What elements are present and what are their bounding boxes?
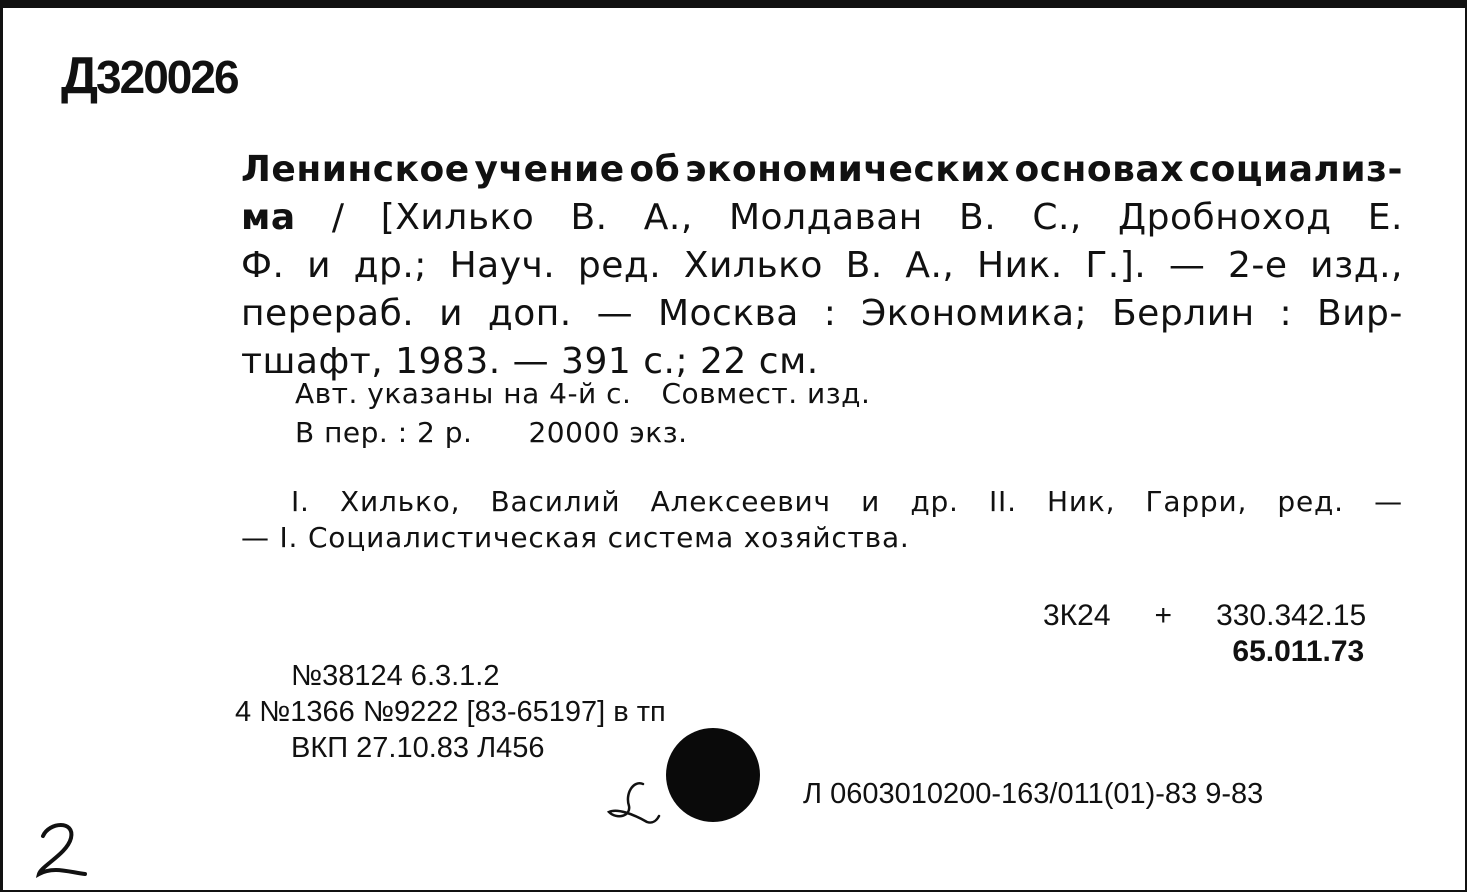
description-word: перераб. bbox=[241, 293, 415, 334]
publisher-code: Л 0603010200-163/011(01)-83 9-83 bbox=[803, 778, 1264, 810]
classification-row bbox=[1043, 598, 1366, 634]
description-word: учение bbox=[474, 149, 625, 190]
description-word: изд., bbox=[1310, 245, 1403, 286]
print-run: 20000 экз. bbox=[528, 416, 688, 449]
joint-edition-note: Совмест. изд. bbox=[661, 377, 871, 410]
description-word: Науч. bbox=[449, 245, 556, 286]
notes-line-1 bbox=[295, 374, 870, 413]
description-word: Ф. bbox=[241, 245, 285, 286]
description-word: Ник. bbox=[977, 245, 1063, 286]
tracing-word: I. bbox=[291, 485, 310, 518]
tech-line-3: ВКП 27.10.83 Л456 bbox=[291, 732, 545, 764]
tracings bbox=[241, 484, 1403, 556]
description-word: — bbox=[1168, 245, 1206, 286]
binding-price: В пер. : 2 р. bbox=[295, 416, 473, 449]
bbk-index: 65.011.73 bbox=[1232, 635, 1365, 668]
udc-index: 330.342.15 bbox=[1216, 599, 1367, 632]
description-word: Вир- bbox=[1316, 293, 1403, 334]
description-word: А., bbox=[905, 245, 955, 286]
tracing-word: Ник, bbox=[1047, 485, 1116, 518]
description-word: доп. bbox=[487, 293, 572, 334]
tracing-word: Василий bbox=[490, 485, 621, 518]
description-word: Г.]. bbox=[1085, 245, 1147, 286]
description-word: : bbox=[823, 293, 837, 334]
description-word: 2-е bbox=[1227, 245, 1288, 286]
notes bbox=[295, 374, 870, 452]
description-line-3 bbox=[241, 242, 1403, 290]
description-word: Экономика; bbox=[861, 293, 1088, 334]
tracings-line-2: — I. Социалистическая система хозяйства. bbox=[241, 521, 910, 554]
description-word: ред. bbox=[577, 245, 662, 286]
tracing-word: Хилько, bbox=[339, 485, 461, 518]
call-number-value: 320026 bbox=[96, 51, 238, 103]
tech-line-1: №38124 6.3.1.2 bbox=[291, 660, 500, 692]
tracings-line-1 bbox=[241, 484, 1403, 520]
tracing-word: II. bbox=[988, 485, 1017, 518]
authors-note: Авт. указаны на 4-й с. bbox=[295, 377, 632, 410]
description-word: и bbox=[307, 245, 331, 286]
tracing-word: др. bbox=[910, 485, 959, 518]
description-word: социализ- bbox=[1188, 149, 1403, 190]
description-word: ма bbox=[241, 197, 296, 238]
description-word: основах bbox=[1014, 149, 1184, 190]
description-word: об bbox=[629, 149, 681, 190]
description-word: Дробноход bbox=[1118, 197, 1332, 238]
description-word: [Хилько bbox=[380, 197, 535, 238]
description-text: тшафт, 1983. — 391 с.; 22 см. bbox=[241, 341, 819, 382]
description-word: Ленинское bbox=[241, 149, 470, 190]
description-word: Е. bbox=[1367, 197, 1403, 238]
description-word: др.; bbox=[353, 245, 427, 286]
classification-code: 3К24 bbox=[1043, 599, 1111, 632]
description-word: — bbox=[596, 293, 634, 334]
description-word: : bbox=[1279, 293, 1293, 334]
description-line-1 bbox=[241, 146, 1403, 194]
description-word: В. bbox=[570, 197, 608, 238]
description-line-4 bbox=[241, 290, 1403, 338]
description-word: В. bbox=[959, 197, 997, 238]
bibliographic-description bbox=[241, 146, 1403, 386]
technical-notes bbox=[235, 658, 666, 766]
tracing-word: ред. bbox=[1277, 485, 1344, 518]
description-line-2 bbox=[241, 194, 1403, 242]
description-word: В. bbox=[845, 245, 883, 286]
tech-line-2: 4 №1366 №9222 [83-65197] в тп bbox=[235, 696, 666, 728]
description-word: С., bbox=[1032, 197, 1082, 238]
description-word: экономических bbox=[685, 149, 1010, 190]
tracing-word: — bbox=[1374, 485, 1403, 518]
notes-line-2 bbox=[295, 413, 870, 452]
handwritten-mark bbox=[29, 814, 99, 884]
call-number-prefix: Д bbox=[61, 47, 97, 105]
description-word: и bbox=[439, 293, 463, 334]
description-word: А., bbox=[643, 197, 693, 238]
handwritten-initial bbox=[603, 776, 663, 828]
classification-plus: + bbox=[1154, 599, 1173, 632]
description-word: Москва bbox=[657, 293, 799, 334]
description-word: Хилько bbox=[683, 245, 823, 286]
description-word: / bbox=[331, 197, 345, 238]
classification-indices bbox=[1043, 598, 1366, 670]
tracing-word: Алексеевич bbox=[650, 485, 831, 518]
tracing-word: Гарри, bbox=[1145, 485, 1248, 518]
call-number bbox=[61, 46, 238, 106]
description-word: Молдаван bbox=[728, 197, 923, 238]
description-word: Берлин bbox=[1111, 293, 1255, 334]
tracing-word: и bbox=[861, 485, 881, 518]
punch-hole bbox=[666, 728, 760, 822]
